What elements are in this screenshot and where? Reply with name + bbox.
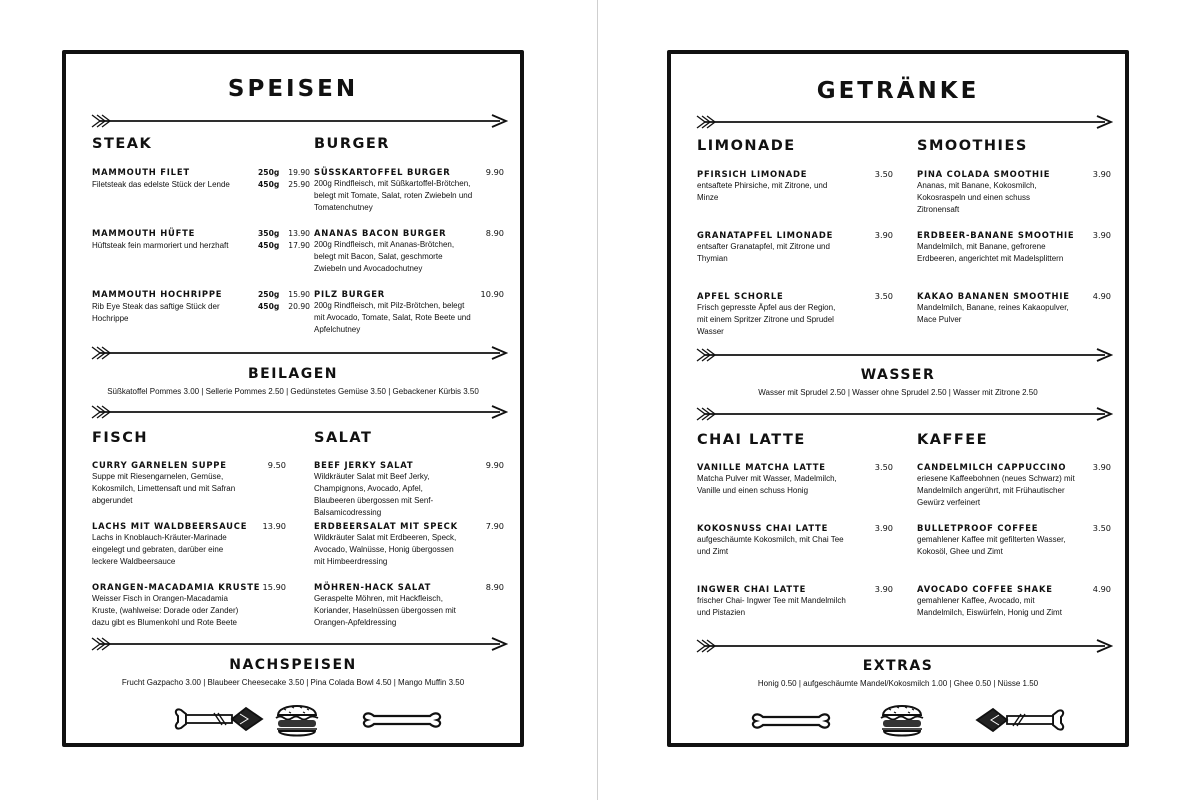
item-price: 8.90 [485,228,504,238]
item-description: Frisch gepresste Äpfel aus der Region, mit einem Spritzer Zitrone und Sprudel Wasser [697,303,836,336]
item-name: APFEL SCHORLE [697,291,784,301]
item-weight: 250g [258,290,280,299]
menu-item [917,522,1111,558]
item-name: MAMMOUTH HOCHRIPPE [92,289,223,299]
extras-list: Honig 0.50 | aufgeschäumte Mandel/Kokosmilch 1.00 | Ghee 0.50 | Nüsse 1.50 [757,679,1039,688]
item-description: gemahlener Kaffee mit gefilterten Wasser, Kokosöl, Ghee und Zimt [917,535,1066,556]
page-title: GETRÄNKE [816,78,980,104]
section-heading-beilagen: BEILAGEN [248,366,338,382]
item-description: Ananas, mit Banane, Kokosmilch, Kokosraspeln und einen schuss Zitronensaft [917,181,1037,214]
item-description: eriesene Kaffeebohnen (neues Schwarz) mit Mandelmilch angerührt, mit Frühautischer Gewürz verfeinert [917,474,1075,507]
arrow-divider [695,407,1113,421]
section-heading-nachspeisen: NACHSPEISEN [229,657,357,673]
item-name: SÜSSKARTOFFEL BURGER [314,167,451,177]
menu-item [697,168,893,204]
item-name: GRANATAPFEL LIMONADE [697,230,834,240]
item-name: KOKOSNUSS CHAI LATTE [697,523,829,533]
item-name: CANDELMILCH CAPPUCCINO [917,462,1067,472]
section-heading-limonade: LIMONADE [697,138,796,154]
item-price: 9.90 [485,167,504,177]
arrow-divider [695,639,1113,653]
item-price: 3.90 [1092,462,1111,472]
page-divider [597,0,598,800]
spear-icon [975,707,1065,733]
item-name: MAMMOUTH FILET [92,167,190,177]
item-price: 13.90 [288,229,310,238]
item-price: 15.90 [288,290,310,299]
item-description: entsafter Granatapfel, mit Zitrone und Thymian [697,242,830,263]
item-price: 4.90 [1092,291,1111,301]
arrow-divider [90,637,508,651]
item-name: CURRY GARNELEN SUPPE [92,460,227,470]
item-price: 10.90 [480,289,504,299]
item-price: 3.50 [874,169,893,179]
item-name: PINA COLADA SMOOTHIE [917,169,1051,179]
item-name: PFIRSICH LIMONADE [697,169,808,179]
arrow-divider [695,348,1113,362]
item-price: 19.90 [288,168,310,177]
item-description: Weisser Fisch in Orangen-Macadamia Kruste, (wahlweise: Dorade oder Zander) dazu gibt es Blumenkohl und Rote Beete [92,594,239,627]
item-description: aufgeschäumte Kokosmilch, mit Chai Tee und Zimt [697,535,844,556]
item-name: ERDBEER-BANANE SMOOTHIE [917,230,1075,240]
item-price: 13.90 [262,521,286,531]
menu-item [314,227,504,275]
item-price: 17.90 [288,241,310,250]
item-name: INGWER CHAI LATTE [697,584,807,594]
menu-item [917,461,1111,509]
menu-item [314,520,504,568]
item-description: Filetsteak das edelste Stück der Lende [92,180,230,189]
item-name: LACHS MIT WALDBEERSAUCE [92,521,248,531]
section-heading-extras: EXTRAS [862,658,934,674]
item-price: 3.90 [1092,169,1111,179]
menu-item [314,166,504,214]
menu-item [697,583,893,619]
item-price: 4.90 [1092,584,1111,594]
menu-item [92,166,310,191]
item-name: MÖHREN-HACK SALAT [314,582,432,592]
burger-icon [877,699,927,739]
item-price: 3.50 [874,462,893,472]
item-price: 25.90 [288,180,310,189]
section-heading-fisch: FISCH [92,430,149,446]
item-description: frischer Chai- Ingwer Tee mit Mandelmilch und Pistazien [697,596,846,617]
item-price: 3.50 [1092,523,1111,533]
item-weight: 450g [258,302,280,311]
bone-icon [362,709,442,731]
item-description: Wildkräuter Salat mit Erdbeeren, Speck, Avocado, Walnüsse, Honig übergossen mit Himbeerdressing [314,533,457,566]
menu-item [92,581,286,629]
nachspeisen-list: Frucht Gazpacho 3.00 | Blaubeer Cheesecake 3.50 | Pina Colada Bowl 4.50 | Mango Muffin 3.50 [121,678,465,687]
item-price: 7.90 [485,521,504,531]
menu-item [92,288,310,325]
item-name: AVOCADO COFFEE SHAKE [917,584,1053,594]
item-name: ERDBEERSALAT MIT SPECK [314,521,458,531]
item-name: KAKAO BANANEN SMOOTHIE [917,291,1070,301]
item-price: 15.90 [262,582,286,592]
item-description: Mandelmilch, mit Banane, gefrorene Erdbeeren, angerichtet mit Madelsplittern [917,242,1064,263]
page-title: SPEISEN [227,76,359,102]
item-name: MAMMOUTH HÜFTE [92,228,196,238]
item-description: Geraspelte Möhren, mit Hackfleisch, Koriander, Haselnüssen übergossen mit Orangen-Apfeldressing [314,594,456,627]
item-weight: 250g [258,168,280,177]
item-price: 3.90 [1092,230,1111,240]
item-name: BEEF JERKY SALAT [314,460,414,470]
item-description: entsaftete Phirsiche, mit Zitrone, und Minze [697,181,828,202]
item-description: Wildkräuter Salat mit Beef Jerky, Champignons, Avocado, Apfel, Blaubeeren übergossen mit Senf-Balsamicodressing [314,472,434,517]
section-heading-chai-latte: CHAI LATTE [697,432,806,448]
item-description: Rib Eye Steak das saftige Stück der Hochrippe [92,302,220,323]
item-description: Hüftsteak fein marmoriert und herzhaft [92,241,229,250]
item-price: 20.90 [288,302,310,311]
menu-item [92,459,286,507]
menu-item [917,290,1111,326]
arrow-divider [695,115,1113,129]
menu-item [917,583,1111,619]
menu-item [314,459,504,519]
menu-item [697,290,893,338]
section-heading-kaffee: KAFFEE [917,432,989,448]
menu-item [314,581,504,629]
arrow-divider [90,346,508,360]
wasser-list: Wasser mit Sprudel 2.50 | Wasser ohne Sprudel 2.50 | Wasser mit Zitrone 2.50 [758,388,1038,397]
menu-item [697,229,893,265]
section-heading-burger: BURGER [314,136,390,152]
menu-item [314,288,504,336]
beilagen-list: Süßkatoffel Pommes 3.00 | Sellerie Pommes 2.50 | Gedünstetes Gemüse 3.50 | Gebackener Kürbis 3.50 [107,387,479,396]
item-name: ANANAS BACON BURGER [314,228,447,238]
arrow-divider [90,405,508,419]
menu-item [697,522,893,558]
menu-item [917,229,1111,265]
item-weight: 450g [258,180,280,189]
spear-icon [174,706,264,732]
menu-item [92,520,286,568]
item-description: Matcha Pulver mit Wasser, Madelmilch, Vanille und einen schuss Honig [697,474,837,495]
menu-item [697,461,893,497]
section-heading-steak: STEAK [92,136,153,152]
menu-item [917,168,1111,216]
item-name: PILZ BURGER [314,289,386,299]
item-price: 9.90 [485,460,504,470]
bone-icon [751,710,831,732]
item-description: Mandelmilch, Banane, reines Kakaopulver, Mace Pulver [917,303,1069,324]
item-description: 200g Rindfleisch, mit Ananas-Brötchen, belegt mit Bacon, Salat, geschmorte Zwiebeln und Avocadochutney [314,240,455,273]
item-description: gemahlener Kaffee, Avocado, mit Mandelmilch, Eiswürfeln, Honig und Zimt [917,596,1062,617]
item-weight: 350g [258,229,280,238]
section-heading-smoothies: SMOOTHIES [917,138,1028,154]
item-name: ORANGEN-MACADAMIA KRUSTE [92,582,261,592]
burger-icon [272,699,322,739]
item-description: 200g Rindfleisch, mit Süßkartoffel-Brötchen, belegt mit Tomate, Salat, roten Zwiebeln und Tomatenchutney [314,179,473,212]
item-price: 9.50 [267,460,286,470]
item-price: 3.90 [874,523,893,533]
item-description: Lachs in Knoblauch-Kräuter-Marinade eingelegt und gebraten, darüber eine leckere Waldbeersauce [92,533,227,566]
getraenke-menu-card [667,50,1129,747]
item-description: 200g Rindfleisch, mit Pilz-Brötchen, belegt mit Avocado, Tomate, Salat, Rote Beete und Apfelchutney [314,301,471,334]
item-name: VANILLE MATCHA LATTE [697,462,826,472]
item-price: 3.90 [874,230,893,240]
menu-item [92,227,310,252]
item-description: Suppe mit Riesengarnelen, Gemüse, Kokosmilch, Limettensaft und mit Safran abgerundet [92,472,236,505]
arrow-divider [90,114,508,128]
section-heading-wasser: WASSER [860,367,936,383]
speisen-menu-card [62,50,524,747]
item-price: 8.90 [485,582,504,592]
item-price: 3.50 [874,291,893,301]
section-heading-salat: SALAT [314,430,373,446]
item-weight: 450g [258,241,280,250]
item-name: BULLETPROOF COFFEE [917,523,1039,533]
item-price: 3.90 [874,584,893,594]
